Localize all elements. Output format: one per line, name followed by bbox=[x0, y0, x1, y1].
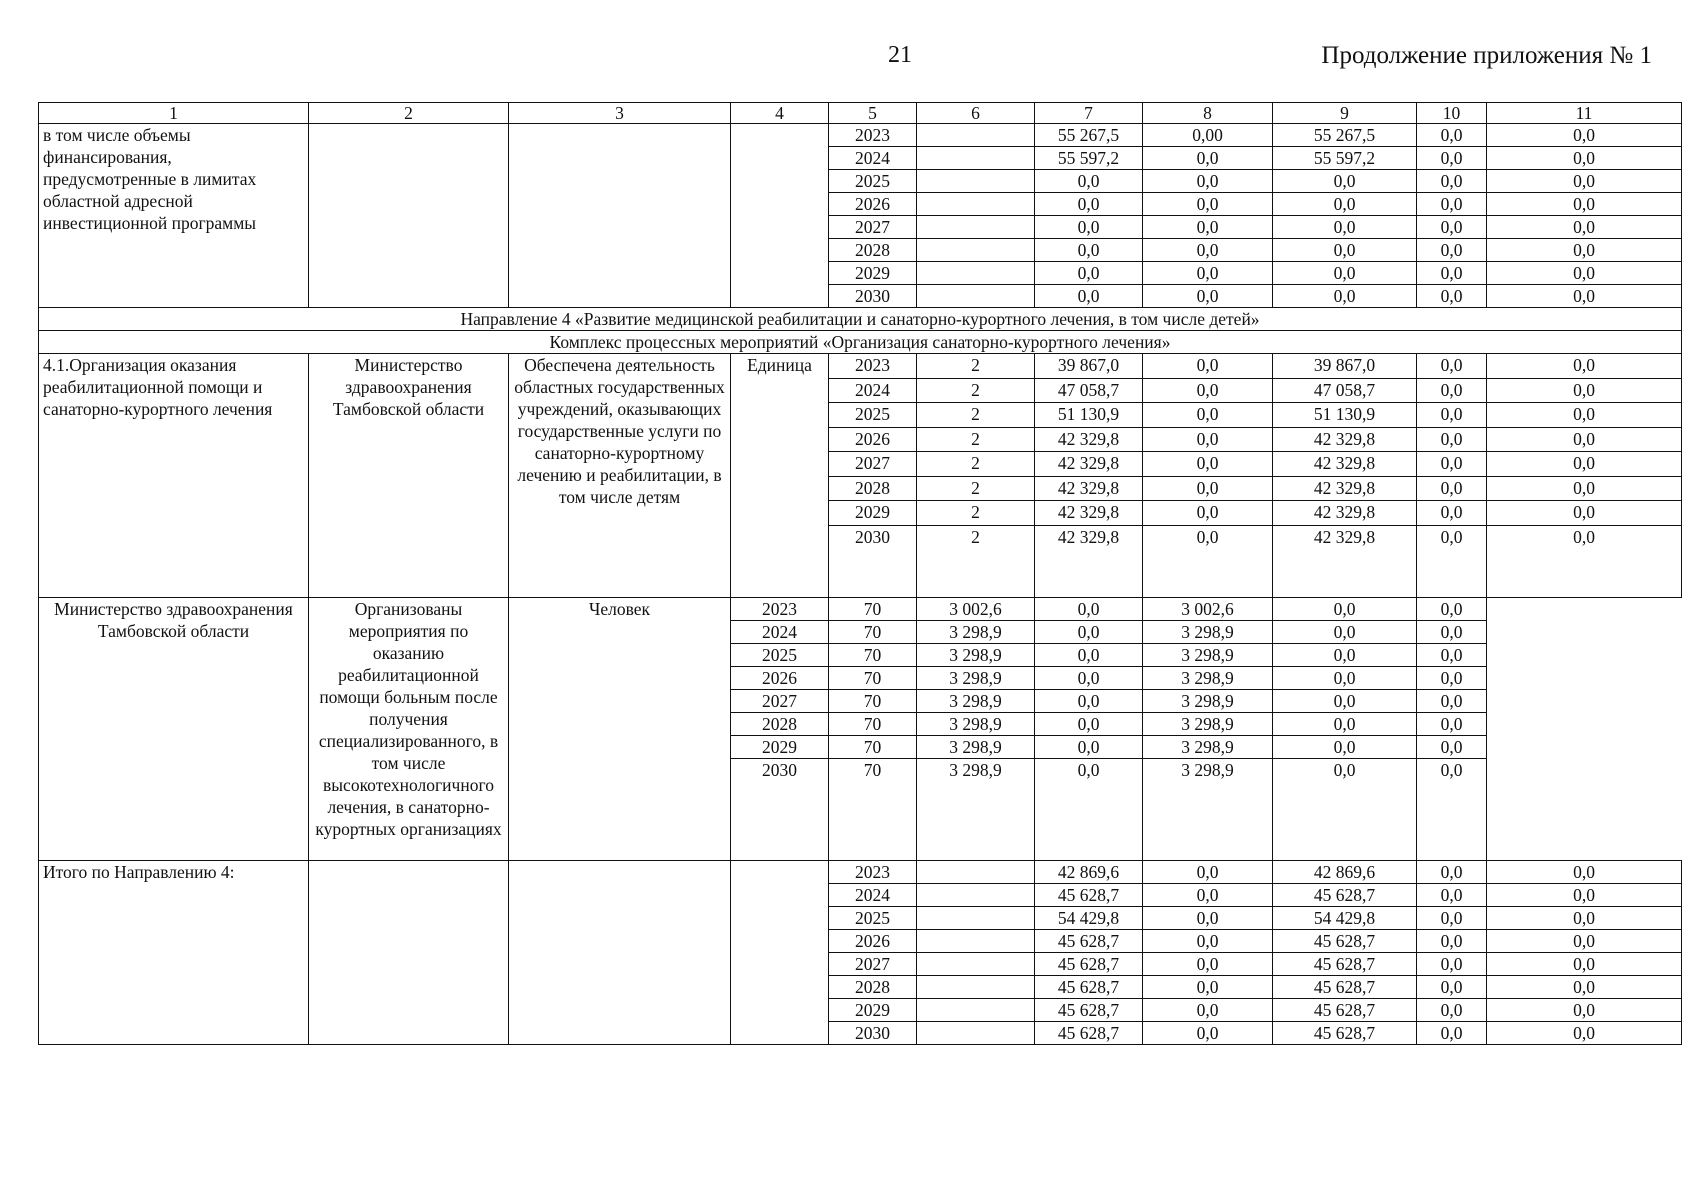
year-cell: 2023 bbox=[829, 354, 917, 379]
year-cell: 2030 bbox=[731, 759, 829, 861]
column-number: 7 bbox=[1035, 103, 1143, 124]
sanatorium-institutions-block bbox=[39, 354, 1682, 598]
federal-budget-cell: 0,00 bbox=[1143, 124, 1273, 147]
indicator-value-cell: 70 bbox=[829, 736, 917, 759]
indicator-value-cell: 70 bbox=[829, 621, 917, 644]
block-title: в том числе объемы финансирования, предусмотренные в лимитах областной адресной инвестиционной программы bbox=[39, 124, 309, 308]
unit-name: Единица bbox=[731, 354, 829, 598]
total-amount-cell: 45 628,7 bbox=[1035, 1022, 1143, 1045]
total-amount-cell: 42 869,6 bbox=[1035, 861, 1143, 884]
extrabudgetary-cell: 0,0 bbox=[1487, 378, 1682, 403]
indicator-value-cell: 70 bbox=[829, 667, 917, 690]
total-amount-cell: 3 298,9 bbox=[917, 690, 1035, 713]
total-amount-cell: 45 628,7 bbox=[1035, 884, 1143, 907]
local-budget-cell: 0,0 bbox=[1417, 285, 1487, 308]
indicator-value-cell: 2 bbox=[917, 427, 1035, 452]
local-budget-cell: 0,0 bbox=[1273, 736, 1417, 759]
extrabudgetary-cell: 0,0 bbox=[1487, 354, 1682, 379]
regional-budget-cell: 3 298,9 bbox=[1143, 736, 1273, 759]
regional-budget-cell: 3 298,9 bbox=[1143, 713, 1273, 736]
extrabudgetary-cell: 0,0 bbox=[1487, 216, 1682, 239]
indicator-value-cell: 70 bbox=[829, 598, 917, 621]
indicator-value-cell: 70 bbox=[829, 759, 917, 861]
extrabudgetary-cell: 0,0 bbox=[1487, 285, 1682, 308]
regional-budget-cell: 3 298,9 bbox=[1143, 644, 1273, 667]
regional-budget-cell: 45 628,7 bbox=[1273, 1022, 1417, 1045]
federal-budget-cell: 0,0 bbox=[1143, 930, 1273, 953]
extrabudgetary-cell: 0,0 bbox=[1487, 861, 1682, 884]
total-amount-cell: 0,0 bbox=[1035, 193, 1143, 216]
local-budget-cell: 0,0 bbox=[1417, 452, 1487, 477]
total-amount-cell: 42 329,8 bbox=[1035, 501, 1143, 526]
year-cell: 2028 bbox=[829, 976, 917, 999]
local-budget-cell: 0,0 bbox=[1273, 644, 1417, 667]
local-budget-cell: 0,0 bbox=[1417, 501, 1487, 526]
indicator-value-cell: 70 bbox=[829, 690, 917, 713]
regional-budget-cell: 42 329,8 bbox=[1273, 476, 1417, 501]
column-number: 11 bbox=[1487, 103, 1682, 124]
year-cell: 2027 bbox=[829, 452, 917, 477]
local-budget-cell: 0,0 bbox=[1273, 667, 1417, 690]
total-amount-cell: 45 628,7 bbox=[1035, 976, 1143, 999]
unit-name: Человек bbox=[509, 598, 731, 861]
complex-row bbox=[39, 331, 1682, 354]
regional-budget-cell: 0,0 bbox=[1273, 285, 1417, 308]
regional-budget-cell: 42 329,8 bbox=[1273, 525, 1417, 598]
regional-budget-cell: 42 329,8 bbox=[1273, 501, 1417, 526]
year-cell: 2026 bbox=[731, 667, 829, 690]
year-cell: 2030 bbox=[829, 1022, 917, 1045]
table-row bbox=[39, 354, 1682, 379]
extrabudgetary-cell: 0,0 bbox=[1417, 667, 1487, 690]
federal-budget-cell: 0,0 bbox=[1143, 476, 1273, 501]
regional-budget-cell: 51 130,9 bbox=[1273, 403, 1417, 428]
extrabudgetary-cell: 0,0 bbox=[1487, 525, 1682, 598]
year-cell: 2026 bbox=[829, 930, 917, 953]
indicator-value-cell bbox=[917, 285, 1035, 308]
table-row bbox=[39, 861, 1682, 884]
federal-budget-cell: 0,0 bbox=[1143, 147, 1273, 170]
federal-budget-cell: 0,0 bbox=[1143, 427, 1273, 452]
indicator-value-cell: 2 bbox=[917, 452, 1035, 477]
federal-budget-cell: 0,0 bbox=[1143, 976, 1273, 999]
local-budget-cell: 0,0 bbox=[1417, 262, 1487, 285]
total-title: Итого по Направлению 4: bbox=[39, 861, 309, 1045]
direction-total-block bbox=[39, 861, 1682, 1045]
extrabudgetary-cell: 0,0 bbox=[1487, 999, 1682, 1022]
extrabudgetary-cell: 0,0 bbox=[1487, 501, 1682, 526]
federal-budget-cell: 0,0 bbox=[1143, 193, 1273, 216]
regional-budget-cell: 0,0 bbox=[1273, 216, 1417, 239]
federal-budget-cell: 0,0 bbox=[1143, 452, 1273, 477]
regional-budget-cell: 0,0 bbox=[1273, 262, 1417, 285]
regional-budget-cell: 55 597,2 bbox=[1273, 147, 1417, 170]
total-amount-cell: 55 267,5 bbox=[1035, 124, 1143, 147]
unit-cell bbox=[731, 124, 829, 308]
local-budget-cell: 0,0 bbox=[1417, 476, 1487, 501]
indicator-value-cell bbox=[917, 930, 1035, 953]
investment-limits-block bbox=[39, 124, 1682, 308]
total-amount-cell: 0,0 bbox=[1035, 285, 1143, 308]
local-budget-cell: 0,0 bbox=[1417, 884, 1487, 907]
extrabudgetary-cell: 0,0 bbox=[1487, 193, 1682, 216]
column-number: 8 bbox=[1143, 103, 1273, 124]
total-amount-cell: 0,0 bbox=[1035, 216, 1143, 239]
federal-budget-cell: 0,0 bbox=[1143, 884, 1273, 907]
regional-budget-cell: 45 628,7 bbox=[1273, 976, 1417, 999]
federal-budget-cell: 0,0 bbox=[1035, 667, 1143, 690]
total-amount-cell: 3 298,9 bbox=[917, 736, 1035, 759]
result-description: Организованы мероприятия по оказанию реабилитационной помощи больным после получения специализированного, в том числе высокотехнологичного лечения, в санаторно-курортных организациях bbox=[309, 598, 509, 861]
total-amount-cell: 42 329,8 bbox=[1035, 427, 1143, 452]
extrabudgetary-cell: 0,0 bbox=[1487, 930, 1682, 953]
federal-budget-cell: 0,0 bbox=[1035, 713, 1143, 736]
indicator-value-cell: 2 bbox=[917, 354, 1035, 379]
financing-table bbox=[38, 102, 1682, 1045]
extrabudgetary-cell: 0,0 bbox=[1487, 427, 1682, 452]
indicator-value-cell bbox=[917, 170, 1035, 193]
local-budget-cell: 0,0 bbox=[1273, 598, 1417, 621]
indicator-value-cell: 2 bbox=[917, 378, 1035, 403]
year-cell: 2028 bbox=[731, 713, 829, 736]
regional-budget-cell: 45 628,7 bbox=[1273, 884, 1417, 907]
executor-name: Министерство здравоохранения Тамбовской области bbox=[309, 354, 509, 598]
total-amount-cell: 0,0 bbox=[1035, 239, 1143, 262]
year-cell: 2029 bbox=[829, 501, 917, 526]
federal-budget-cell: 0,0 bbox=[1035, 598, 1143, 621]
local-budget-cell: 0,0 bbox=[1417, 403, 1487, 428]
indicator-value-cell bbox=[917, 147, 1035, 170]
direction-title: Направление 4 «Развитие медицинской реабилитации и санаторно-курортного лечения, в том числе детей» bbox=[39, 308, 1682, 331]
federal-budget-cell: 0,0 bbox=[1143, 378, 1273, 403]
indicator-value-cell bbox=[917, 953, 1035, 976]
column-number: 1 bbox=[39, 103, 309, 124]
extrabudgetary-cell: 0,0 bbox=[1487, 884, 1682, 907]
executor-name: Министерство здравоохранения Тамбовской области bbox=[39, 598, 309, 861]
complex-title: Комплекс процессных мероприятий «Организация санаторно-курортного лечения» bbox=[39, 331, 1682, 354]
local-budget-cell: 0,0 bbox=[1417, 907, 1487, 930]
regional-budget-cell: 39 867,0 bbox=[1273, 354, 1417, 379]
local-budget-cell: 0,0 bbox=[1273, 621, 1417, 644]
federal-budget-cell: 0,0 bbox=[1035, 736, 1143, 759]
year-cell: 2026 bbox=[829, 193, 917, 216]
extrabudgetary-cell: 0,0 bbox=[1487, 976, 1682, 999]
result-description: Обеспечена деятельность областных государственных учреждений, оказывающих государственные услуги по санаторно-курортному лечению и реабилитации, в том числе детям bbox=[509, 354, 731, 598]
column-number: 4 bbox=[731, 103, 829, 124]
indicator-value-cell: 70 bbox=[829, 713, 917, 736]
regional-budget-cell: 42 329,8 bbox=[1273, 427, 1417, 452]
extrabudgetary-cell: 0,0 bbox=[1417, 736, 1487, 759]
total-amount-cell: 0,0 bbox=[1035, 262, 1143, 285]
year-cell: 2024 bbox=[829, 884, 917, 907]
executor-cell bbox=[309, 124, 509, 308]
federal-budget-cell: 0,0 bbox=[1143, 861, 1273, 884]
extrabudgetary-cell: 0,0 bbox=[1487, 953, 1682, 976]
regional-budget-cell: 3 298,9 bbox=[1143, 759, 1273, 861]
regional-budget-cell: 0,0 bbox=[1273, 193, 1417, 216]
column-number: 6 bbox=[917, 103, 1035, 124]
extrabudgetary-cell: 0,0 bbox=[1417, 644, 1487, 667]
column-number: 10 bbox=[1417, 103, 1487, 124]
indicator-value-cell bbox=[917, 124, 1035, 147]
column-number: 9 bbox=[1273, 103, 1417, 124]
regional-budget-cell: 47 058,7 bbox=[1273, 378, 1417, 403]
federal-budget-cell: 0,0 bbox=[1143, 239, 1273, 262]
regional-budget-cell: 3 298,9 bbox=[1143, 621, 1273, 644]
extrabudgetary-cell: 0,0 bbox=[1487, 239, 1682, 262]
total-amount-cell: 42 329,8 bbox=[1035, 476, 1143, 501]
unit-cell bbox=[731, 861, 829, 1045]
federal-budget-cell: 0,0 bbox=[1035, 759, 1143, 861]
regional-budget-cell: 42 329,8 bbox=[1273, 452, 1417, 477]
year-cell: 2027 bbox=[829, 953, 917, 976]
indicator-value-cell bbox=[917, 239, 1035, 262]
year-cell: 2023 bbox=[829, 861, 917, 884]
year-cell: 2023 bbox=[829, 124, 917, 147]
local-budget-cell: 0,0 bbox=[1417, 999, 1487, 1022]
regional-budget-cell: 45 628,7 bbox=[1273, 953, 1417, 976]
local-budget-cell: 0,0 bbox=[1417, 976, 1487, 999]
indicator-value-cell bbox=[917, 193, 1035, 216]
federal-budget-cell: 0,0 bbox=[1143, 170, 1273, 193]
year-cell: 2029 bbox=[829, 999, 917, 1022]
regional-budget-cell: 3 298,9 bbox=[1143, 667, 1273, 690]
year-cell: 2028 bbox=[829, 476, 917, 501]
federal-budget-cell: 0,0 bbox=[1143, 907, 1273, 930]
year-cell: 2025 bbox=[731, 644, 829, 667]
indicator-value-cell bbox=[917, 262, 1035, 285]
indicator-value-cell bbox=[917, 1022, 1035, 1045]
rehabilitation-events-block bbox=[39, 598, 1682, 861]
federal-budget-cell: 0,0 bbox=[1143, 501, 1273, 526]
table-row bbox=[39, 598, 1682, 621]
extrabudgetary-cell: 0,0 bbox=[1487, 147, 1682, 170]
extrabudgetary-cell: 0,0 bbox=[1417, 621, 1487, 644]
year-cell: 2025 bbox=[829, 907, 917, 930]
extrabudgetary-cell: 0,0 bbox=[1487, 907, 1682, 930]
table-row bbox=[39, 124, 1682, 147]
extrabudgetary-cell: 0,0 bbox=[1487, 476, 1682, 501]
extrabudgetary-cell: 0,0 bbox=[1487, 1022, 1682, 1045]
year-cell: 2029 bbox=[731, 736, 829, 759]
local-budget-cell: 0,0 bbox=[1417, 1022, 1487, 1045]
total-amount-cell: 0,0 bbox=[1035, 170, 1143, 193]
year-cell: 2025 bbox=[829, 170, 917, 193]
regional-budget-cell: 55 267,5 bbox=[1273, 124, 1417, 147]
local-budget-cell: 0,0 bbox=[1417, 193, 1487, 216]
local-budget-cell: 0,0 bbox=[1417, 953, 1487, 976]
indicator-value-cell bbox=[917, 216, 1035, 239]
local-budget-cell: 0,0 bbox=[1273, 690, 1417, 713]
executor-cell bbox=[309, 861, 509, 1045]
extrabudgetary-cell: 0,0 bbox=[1417, 690, 1487, 713]
extrabudgetary-cell: 0,0 bbox=[1417, 598, 1487, 621]
total-amount-cell: 3 298,9 bbox=[917, 667, 1035, 690]
year-cell: 2027 bbox=[731, 690, 829, 713]
year-cell: 2024 bbox=[829, 147, 917, 170]
indicator-value-cell bbox=[917, 907, 1035, 930]
result-cell bbox=[509, 124, 731, 308]
indicator-value-cell: 70 bbox=[829, 644, 917, 667]
local-budget-cell: 0,0 bbox=[1417, 378, 1487, 403]
continuation-heading: Продолжение приложения № 1 bbox=[1321, 42, 1652, 69]
indicator-value-cell bbox=[917, 861, 1035, 884]
total-amount-cell: 3 298,9 bbox=[917, 644, 1035, 667]
column-number: 5 bbox=[829, 103, 917, 124]
column-number: 3 bbox=[509, 103, 731, 124]
regional-budget-cell: 45 628,7 bbox=[1273, 930, 1417, 953]
page-number: 21 bbox=[888, 42, 912, 68]
indicator-value-cell: 2 bbox=[917, 403, 1035, 428]
year-cell: 2027 bbox=[829, 216, 917, 239]
indicator-value-cell bbox=[917, 999, 1035, 1022]
indicator-value-cell: 2 bbox=[917, 476, 1035, 501]
regional-budget-cell: 54 429,8 bbox=[1273, 907, 1417, 930]
local-budget-cell: 0,0 bbox=[1417, 930, 1487, 953]
federal-budget-cell: 0,0 bbox=[1143, 953, 1273, 976]
local-budget-cell: 0,0 bbox=[1417, 239, 1487, 262]
year-cell: 2030 bbox=[829, 285, 917, 308]
extrabudgetary-cell: 0,0 bbox=[1417, 713, 1487, 736]
local-budget-cell: 0,0 bbox=[1273, 759, 1417, 861]
total-amount-cell: 45 628,7 bbox=[1035, 953, 1143, 976]
total-amount-cell: 45 628,7 bbox=[1035, 930, 1143, 953]
year-cell: 2024 bbox=[829, 378, 917, 403]
year-cell: 2025 bbox=[829, 403, 917, 428]
year-cell: 2024 bbox=[731, 621, 829, 644]
federal-budget-cell: 0,0 bbox=[1035, 621, 1143, 644]
year-cell: 2029 bbox=[829, 262, 917, 285]
federal-budget-cell: 0,0 bbox=[1143, 216, 1273, 239]
federal-budget-cell: 0,0 bbox=[1035, 644, 1143, 667]
total-amount-cell: 39 867,0 bbox=[1035, 354, 1143, 379]
local-budget-cell: 0,0 bbox=[1417, 427, 1487, 452]
total-amount-cell: 55 597,2 bbox=[1035, 147, 1143, 170]
regional-budget-cell: 3 002,6 bbox=[1143, 598, 1273, 621]
column-number: 2 bbox=[309, 103, 509, 124]
extrabudgetary-cell: 0,0 bbox=[1487, 452, 1682, 477]
regional-budget-cell: 0,0 bbox=[1273, 170, 1417, 193]
indicator-value-cell: 2 bbox=[917, 525, 1035, 598]
local-budget-cell: 0,0 bbox=[1417, 170, 1487, 193]
year-cell: 2023 bbox=[731, 598, 829, 621]
extrabudgetary-cell: 0,0 bbox=[1487, 403, 1682, 428]
total-amount-cell: 3 002,6 bbox=[917, 598, 1035, 621]
total-amount-cell: 42 329,8 bbox=[1035, 525, 1143, 598]
year-cell: 2028 bbox=[829, 239, 917, 262]
regional-budget-cell: 42 869,6 bbox=[1273, 861, 1417, 884]
regional-budget-cell: 3 298,9 bbox=[1143, 690, 1273, 713]
federal-budget-cell: 0,0 bbox=[1035, 690, 1143, 713]
local-budget-cell: 0,0 bbox=[1417, 216, 1487, 239]
extrabudgetary-cell: 0,0 bbox=[1487, 262, 1682, 285]
regional-budget-cell: 45 628,7 bbox=[1273, 999, 1417, 1022]
local-budget-cell: 0,0 bbox=[1417, 147, 1487, 170]
total-amount-cell: 47 058,7 bbox=[1035, 378, 1143, 403]
total-amount-cell: 3 298,9 bbox=[917, 621, 1035, 644]
total-amount-cell: 3 298,9 bbox=[917, 759, 1035, 861]
federal-budget-cell: 0,0 bbox=[1143, 285, 1273, 308]
year-cell: 2030 bbox=[829, 525, 917, 598]
activity-name: 4.1.Организация оказания реабилитационной помощи и санаторно-курортного лечения bbox=[39, 354, 309, 598]
direction-row bbox=[39, 308, 1682, 331]
regional-budget-cell: 0,0 bbox=[1273, 239, 1417, 262]
federal-budget-cell: 0,0 bbox=[1143, 999, 1273, 1022]
federal-budget-cell: 0,0 bbox=[1143, 403, 1273, 428]
total-amount-cell: 45 628,7 bbox=[1035, 999, 1143, 1022]
extrabudgetary-cell: 0,0 bbox=[1487, 124, 1682, 147]
federal-budget-cell: 0,0 bbox=[1143, 262, 1273, 285]
indicator-value-cell: 2 bbox=[917, 501, 1035, 526]
local-budget-cell: 0,0 bbox=[1417, 861, 1487, 884]
column-number-row bbox=[39, 103, 1682, 124]
year-cell: 2026 bbox=[829, 427, 917, 452]
local-budget-cell: 0,0 bbox=[1417, 525, 1487, 598]
total-amount-cell: 54 429,8 bbox=[1035, 907, 1143, 930]
local-budget-cell: 0,0 bbox=[1417, 124, 1487, 147]
total-amount-cell: 51 130,9 bbox=[1035, 403, 1143, 428]
extrabudgetary-cell: 0,0 bbox=[1487, 170, 1682, 193]
result-cell bbox=[509, 861, 731, 1045]
federal-budget-cell: 0,0 bbox=[1143, 525, 1273, 598]
local-budget-cell: 0,0 bbox=[1273, 713, 1417, 736]
total-amount-cell: 3 298,9 bbox=[917, 713, 1035, 736]
extrabudgetary-cell: 0,0 bbox=[1417, 759, 1487, 861]
indicator-value-cell bbox=[917, 976, 1035, 999]
total-amount-cell: 42 329,8 bbox=[1035, 452, 1143, 477]
indicator-value-cell bbox=[917, 884, 1035, 907]
federal-budget-cell: 0,0 bbox=[1143, 354, 1273, 379]
local-budget-cell: 0,0 bbox=[1417, 354, 1487, 379]
federal-budget-cell: 0,0 bbox=[1143, 1022, 1273, 1045]
